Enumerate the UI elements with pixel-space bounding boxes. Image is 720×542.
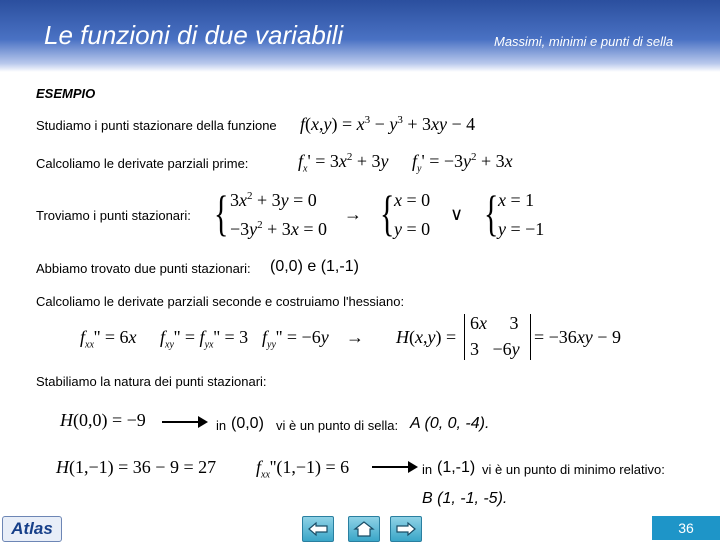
home-button[interactable] bbox=[348, 516, 380, 542]
hessian-r1: 6x 3 bbox=[470, 313, 519, 333]
or-symbol: ∨ bbox=[450, 204, 464, 224]
next-button[interactable] bbox=[390, 516, 422, 542]
formula-fxx-1m1: $f_{xx}''(1,-1) = 6$ bbox=[256, 457, 350, 481]
hessian-label: H(x,y) = bbox=[396, 327, 457, 347]
text-line-2: Calcoliamo le derivate parziali prime: bbox=[36, 156, 249, 171]
result-1-in: in bbox=[216, 418, 227, 433]
result-1-point: (0,0) bbox=[231, 415, 264, 432]
brace-2: { bbox=[380, 185, 395, 241]
hessian-value: = −36xy − 9 bbox=[534, 327, 621, 347]
section-label: ESEMPIO bbox=[36, 86, 96, 101]
home-icon bbox=[353, 520, 375, 538]
formula-fyy: $f_{yy}'' = -6y$ bbox=[262, 327, 329, 351]
result-2-in: in bbox=[422, 462, 433, 477]
formula-f: $f(x,y) = x^3 - y^3 + 3xy - 4$ bbox=[300, 114, 476, 134]
slide-title: Le funzioni di due variabili bbox=[44, 20, 344, 50]
result-1-text: vi è un punto di sella: bbox=[276, 418, 399, 433]
formula-h1m1: H(1,−1) = 36 − 9 = 27 bbox=[56, 457, 217, 477]
system1-eq1: $3x^2 + 3y = 0$ bbox=[230, 190, 317, 210]
slide-header bbox=[0, 0, 720, 72]
slide-subtitle: Massimi, minimi e punti di sella bbox=[494, 34, 674, 49]
page-number: 36 bbox=[652, 516, 720, 540]
system3-eq1: x = 1 bbox=[498, 190, 535, 210]
formula-h00: H(0,0) = −9 bbox=[60, 410, 146, 430]
text-line-6: Stabiliamo la natura dei punti stazionari: bbox=[36, 374, 267, 389]
hessian-bar-left bbox=[464, 314, 465, 360]
hessian-r2: 3 −6y bbox=[470, 339, 520, 359]
arrow-symbol-2: → bbox=[346, 327, 364, 347]
text-line-1: Studiamo i punti stazionare della funzione bbox=[36, 118, 277, 133]
system2-eq1: x = 0 bbox=[394, 190, 431, 210]
formula-fxx: $f_{xx}'' = 6x$ bbox=[80, 327, 137, 351]
result-2-point: (1,-1) bbox=[437, 459, 476, 476]
hessian-bar-right bbox=[530, 314, 531, 360]
result-1-saddle: A (0, 0, -4). bbox=[410, 415, 490, 432]
text-line-5: Calcoliamo le derivate parziali seconde e costruiamo l'hessiano: bbox=[36, 294, 405, 309]
stationary-points: (0,0) e (1,-1) bbox=[270, 258, 359, 275]
formula-fy: $f_y' = -3y^2 + 3x$ bbox=[412, 151, 513, 175]
result-2-text: vi è un punto di minimo relativo: bbox=[482, 462, 665, 477]
text-line-3: Troviamo i punti stazionari: bbox=[36, 208, 191, 223]
brace-3: { bbox=[484, 185, 499, 241]
brace-1: { bbox=[214, 185, 229, 241]
arrow-symbol-1: → bbox=[344, 204, 362, 224]
system3-eq2: y = −1 bbox=[498, 219, 545, 239]
text-line-4: Abbiamo trovato due punti stazionari: bbox=[36, 261, 251, 276]
formula-fx: $f_x' = 3x^2 + 3y$ bbox=[298, 151, 389, 175]
arrow-left-icon bbox=[307, 521, 329, 537]
formula-fxy: $f_{xy}'' = f_{yx}'' = 3$ bbox=[160, 327, 249, 351]
prev-button[interactable] bbox=[302, 516, 334, 542]
arrow-right-icon bbox=[395, 521, 417, 537]
result-2-minimum: B (1, -1, -5). bbox=[422, 490, 508, 507]
result-arrow-1 bbox=[162, 421, 206, 423]
atlas-logo: Atlas bbox=[2, 516, 62, 542]
system2-eq2: y = 0 bbox=[394, 219, 431, 239]
result-arrow-2 bbox=[372, 466, 416, 468]
system1-eq2: $-3y^2 + 3x = 0$ bbox=[230, 219, 327, 239]
